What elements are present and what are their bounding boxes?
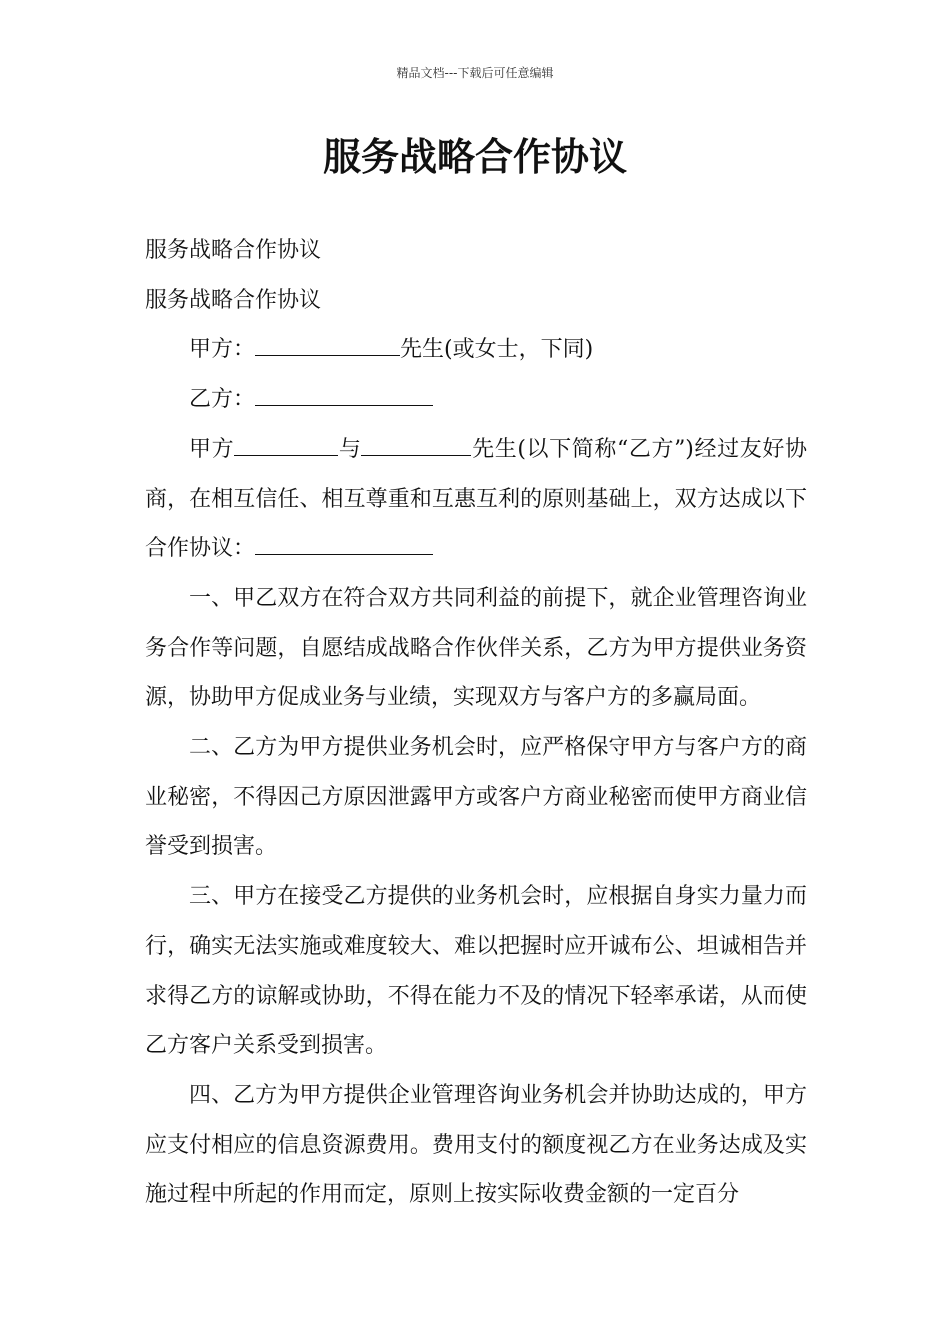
party-b-label: 乙方： xyxy=(189,387,256,413)
party-a-line xyxy=(145,325,807,375)
intro-paragraph xyxy=(145,425,807,574)
intro-blank-2 xyxy=(361,431,471,456)
document-body xyxy=(145,226,807,1220)
party-b-blank xyxy=(255,381,433,406)
clause-3: 三、甲方在接受乙方提供的业务机会时，应根据自身实力量力而行，确实无法实施或难度较大、难以把握时应开诚布公、坦诚相告并求得乙方的谅解或协助，不得在能力不及的情况下轻率承诺，从而使乙方客户关系受到损害。 xyxy=(145,884,807,1059)
clause-2: 二、乙方为甲方提供业务机会时，应严格保守甲方与客户方的商业秘密，不得因己方原因泄露甲方或客户方商业秘密而使甲方商业信誉受到损害。 xyxy=(145,735,807,860)
header-note: 精品文档---下载后可任意编辑 xyxy=(396,66,554,80)
intro-part-3: 先生(以下简称“乙方”)经过友好协商，在相互信任、相互尊重和互惠互利的原则基础上，双方达成以下合作协议： xyxy=(145,436,807,562)
clause-4: 四、乙方为甲方提供企业管理咨询业务机会并协助达成的，甲方应支付相应的信息资源费用。费用支付的额度视乙方在业务达成及实施过程中所起的作用而定，原则上按实际收费金额的一定百分 xyxy=(145,1082,807,1208)
intro-part-1: 甲方 xyxy=(189,436,235,462)
intro-blank-1 xyxy=(234,431,338,456)
document-title: 服务战略合作协议 xyxy=(322,135,627,179)
subtitle-line-2: 服务战略合作协议 xyxy=(145,287,322,313)
intro-part-2: 与 xyxy=(338,436,362,462)
intro-blank-3 xyxy=(255,530,433,555)
subtitle-line-1: 服务战略合作协议 xyxy=(145,238,322,263)
party-b-line xyxy=(145,375,807,425)
party-a-suffix: 先生(或女士，下同) xyxy=(400,337,594,363)
clause-1: 一、甲乙双方在符合双方共同利益的前提下，就企业管理咨询业务合作等问题，自愿结成战略合作伙伴关系，乙方为甲方提供业务资源，协助甲方促成业务与业绩，实现双方与客户方的多赢局面。 xyxy=(145,585,807,711)
party-a-blank xyxy=(255,331,400,356)
party-a-label: 甲方： xyxy=(189,337,256,363)
